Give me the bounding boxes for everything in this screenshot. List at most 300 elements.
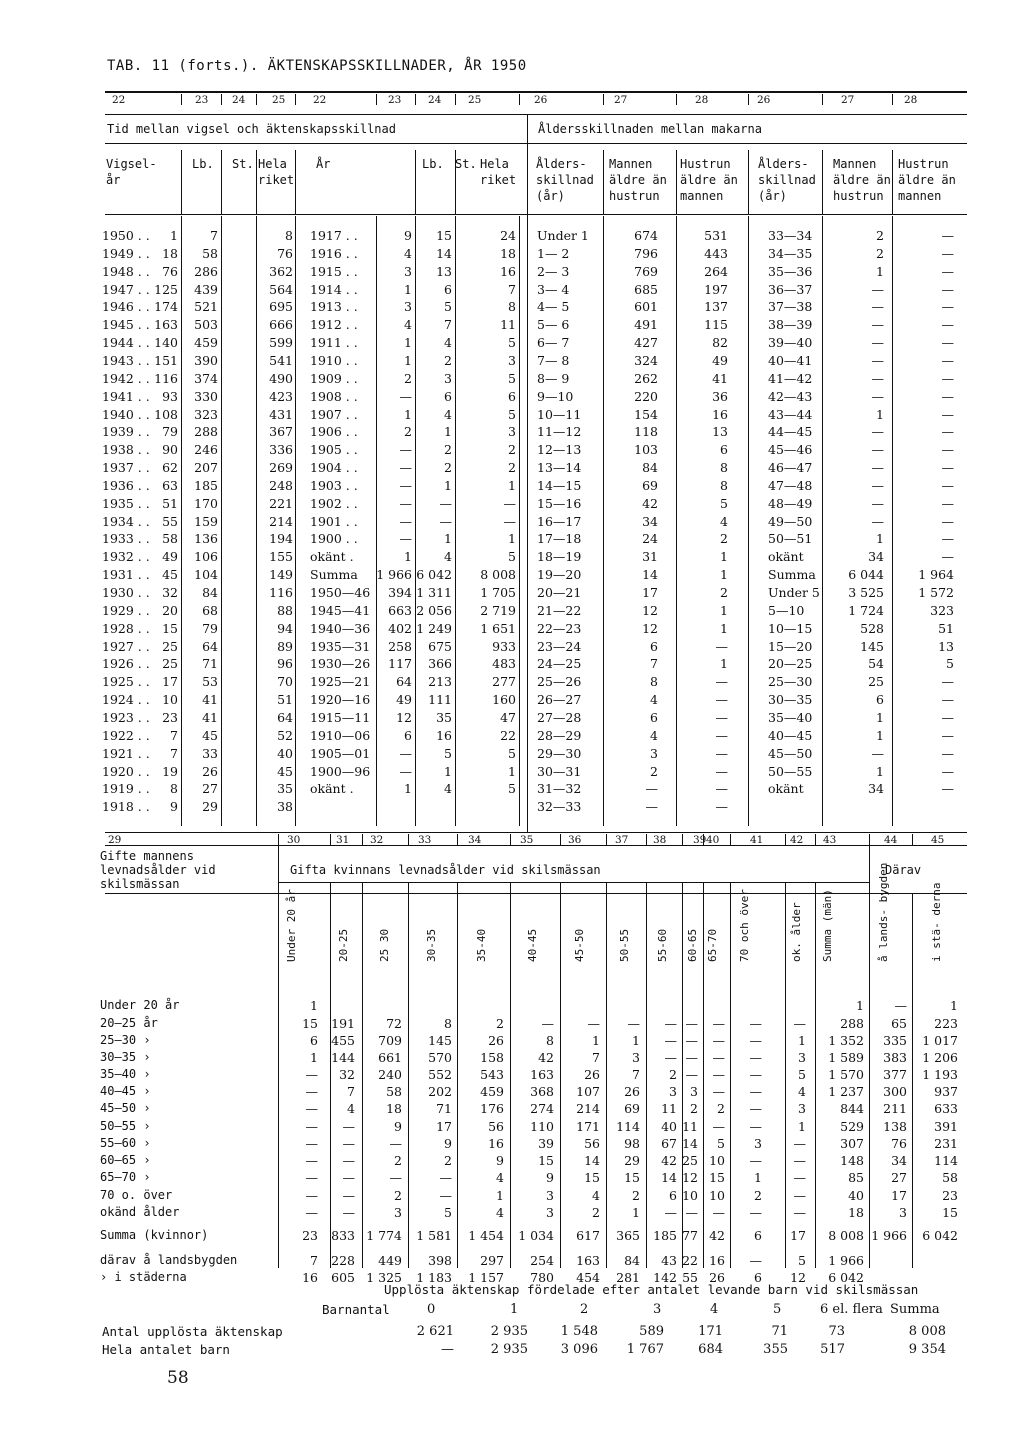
grid-line	[703, 882, 704, 893]
total-value: 5	[508, 335, 516, 351]
grid-line	[748, 94, 749, 105]
cell-value: 5	[717, 1136, 725, 1151]
st-value: 2	[444, 460, 452, 476]
age-diff-label: 15—20	[768, 638, 813, 654]
year-label: 1946 . .	[102, 299, 150, 315]
total-value: 483	[492, 656, 516, 672]
cell-value: —	[712, 1084, 725, 1099]
total-value: 160	[492, 692, 516, 708]
wife-older-value: —	[941, 477, 954, 493]
total-value: 490	[269, 370, 293, 386]
cell-value: 58	[942, 1170, 958, 1185]
cell-value: —	[749, 1101, 762, 1116]
cell-value: 2	[717, 1101, 725, 1116]
year-label: 1905 . .	[310, 442, 358, 458]
cell-value: 23	[942, 1188, 958, 1203]
grid-line	[785, 834, 786, 845]
age-diff-label: 20—25	[768, 656, 813, 672]
grid-line	[408, 834, 409, 845]
grid-line	[560, 834, 561, 845]
grid-line	[822, 150, 823, 214]
grid-line	[603, 94, 604, 105]
wife-older-value: —	[941, 763, 954, 779]
cell-value: 1 589	[828, 1050, 864, 1065]
cell-value: —	[389, 1170, 402, 1185]
st-value: 35	[436, 709, 452, 725]
children-col-header: 0	[427, 1302, 436, 1317]
cell-value: 1 183	[416, 1270, 452, 1285]
cell-value: —	[664, 1033, 677, 1048]
total-value: 45	[277, 763, 293, 779]
cell-value: —	[305, 1188, 318, 1203]
year-label: 1906 . .	[310, 424, 358, 440]
st-value: 68	[202, 602, 218, 618]
husband-older-value: 3 525	[848, 585, 884, 600]
cell-value: —	[712, 1033, 725, 1048]
cell-value: 69	[624, 1101, 640, 1116]
husband-older-value: 69	[642, 477, 658, 493]
column-number: 29	[108, 834, 122, 846]
cell-value: 56	[488, 1119, 504, 1134]
year-label: 1901 . .	[310, 513, 358, 529]
husband-older-value: 796	[634, 245, 658, 261]
cell-value: 26	[624, 1084, 640, 1099]
total-value: 5	[508, 781, 516, 797]
st-value: 4	[444, 781, 452, 797]
row-label: Summa (kvinnor)	[100, 1228, 209, 1242]
age-diff-label: 13—14	[537, 460, 582, 476]
total-value: 933	[492, 638, 516, 654]
wife-older-value: 6	[720, 442, 728, 458]
cell-value: —	[439, 1170, 452, 1185]
husband-older-value: —	[871, 317, 884, 333]
st-value: 1	[444, 424, 452, 440]
row-label: 25—30 ›	[100, 1033, 151, 1047]
husband-older-value: —	[645, 781, 658, 797]
husband-older-value: 4	[650, 727, 658, 743]
cell-value: 1 774	[366, 1228, 402, 1243]
column-header-vigselar: Vigsel- år	[106, 157, 157, 187]
wife-older-value: —	[941, 263, 954, 279]
cell-value: —	[749, 1205, 762, 1220]
lb-value: 93	[162, 388, 178, 404]
total-value: 2	[508, 442, 516, 458]
st-value: 503	[194, 317, 218, 333]
year-label: 1941 . .	[102, 388, 150, 404]
year-label: 1907 . .	[310, 406, 358, 422]
age-diff-label: 50—51	[768, 531, 813, 547]
column-header-st2: St.	[455, 157, 477, 171]
husband-older-value: 42	[642, 495, 658, 511]
cell-value: 98	[624, 1136, 640, 1151]
cell-value: 398	[428, 1253, 452, 1268]
total-value: 35	[277, 781, 293, 797]
cell-value: 18	[848, 1205, 864, 1220]
cell-value: 191	[331, 1016, 355, 1031]
husband-older-value: —	[871, 299, 884, 315]
total-value: 70	[277, 674, 293, 690]
lb-value: 32	[162, 585, 178, 600]
cell-value: 12	[682, 1170, 698, 1185]
cell-value: —	[627, 1016, 640, 1031]
age-diff-label: 33—34	[768, 228, 813, 243]
husband-older-value: 34	[868, 549, 884, 565]
total-value: 76	[277, 245, 293, 261]
husband-older-value: 1	[876, 727, 884, 743]
lb-value: 1 966	[376, 567, 412, 583]
column-header: 30-35	[425, 928, 438, 962]
cell-value: 377	[883, 1067, 907, 1082]
column-header-alders1: Ålders- skillnad (år)	[536, 157, 594, 203]
cell-value: 40	[661, 1119, 677, 1134]
column-header-alders2: Ålders- skillnad (år)	[758, 157, 816, 203]
cell-value: 16	[302, 1270, 318, 1285]
husband-older-value: 8	[650, 674, 658, 690]
year-label: 1900 . .	[310, 531, 358, 547]
grid-line	[892, 94, 893, 105]
children-col-header: 6 el. flera	[820, 1302, 883, 1317]
cell-value: —	[894, 998, 907, 1013]
column-header: 45-50	[573, 928, 586, 962]
husband-older-value: —	[871, 495, 884, 511]
husband-older-value: —	[871, 370, 884, 386]
husband-older-value: 2	[876, 228, 884, 243]
cell-value: 18	[386, 1101, 402, 1116]
st-value: 390	[194, 352, 218, 368]
wife-older-value: 5	[720, 495, 728, 511]
year-label: 1930 . .	[102, 585, 150, 600]
cell-value: 211	[883, 1101, 907, 1116]
age-diff-label: 2— 3	[537, 263, 570, 279]
year-label: 1910 . .	[310, 352, 358, 368]
cell-value: —	[305, 1136, 318, 1151]
children-heading: Upplösta äktenskap fördelade efter antalet levande barn vid skilsmässan	[384, 1282, 919, 1297]
cell-value: 7	[347, 1084, 355, 1099]
cell-value: 6	[669, 1188, 677, 1203]
age-diff-label: 14—15	[537, 477, 582, 493]
cell-value: 3	[798, 1101, 806, 1116]
cell-value: 1 206	[922, 1050, 958, 1065]
age-diff-label: 35—40	[768, 709, 813, 725]
wife-older-value: 2	[720, 585, 728, 600]
wife-older-value: 443	[704, 245, 728, 261]
age-diff-label: 17—18	[537, 531, 582, 547]
age-diff-label: 5—10	[768, 602, 805, 618]
year-label: 1937 . .	[102, 460, 150, 476]
wife-older-value: —	[941, 317, 954, 333]
children-cell: 2 621	[416, 1324, 454, 1339]
children-col-header: 5	[773, 1302, 782, 1317]
column-header-hela2: Hela riket	[480, 157, 517, 187]
column-header: ok. ålder	[790, 902, 803, 962]
column-number: 22	[112, 94, 126, 106]
wife-older-value: 41	[712, 370, 728, 386]
age-diff-label: 44—45	[768, 424, 813, 440]
cell-value: —	[793, 1016, 806, 1031]
row-label: 55—60 ›	[100, 1136, 151, 1150]
lb-value: 258	[388, 638, 412, 654]
cell-value: 552	[428, 1067, 452, 1082]
year-label: 1920—16	[310, 692, 371, 708]
grid-line	[376, 94, 377, 105]
column-number: 42	[790, 834, 804, 846]
cell-value: 1	[310, 998, 318, 1013]
year-label: 1926 . .	[102, 656, 150, 672]
cell-value: 3	[899, 1205, 907, 1220]
total-value: —	[503, 495, 516, 511]
lb-value: —	[399, 442, 412, 458]
cell-value: —	[342, 1119, 355, 1134]
wife-older-value: —	[715, 781, 728, 797]
cell-value: —	[305, 1205, 318, 1220]
total-value: —	[503, 513, 516, 529]
total-value: 52	[277, 727, 293, 743]
grid-line	[912, 893, 913, 1268]
column-number: 44	[884, 834, 898, 846]
st-value: 1 311	[416, 585, 452, 600]
cell-value: 15	[942, 1205, 958, 1220]
age-diff-label: 8— 9	[537, 370, 570, 386]
cell-value: 25	[682, 1153, 698, 1168]
wife-older-value: —	[715, 745, 728, 761]
cell-value: 71	[436, 1101, 452, 1116]
cell-value: 3	[690, 1084, 698, 1099]
grid-line	[730, 882, 731, 893]
grid-line	[295, 94, 296, 105]
cell-value: 937	[934, 1084, 958, 1099]
husband-older-value: 1 724	[848, 602, 884, 618]
wife-older-value: 1	[720, 567, 728, 583]
cell-value: 228	[331, 1253, 355, 1268]
year-label: 1945 . .	[102, 317, 150, 333]
cell-value: 1	[496, 1188, 504, 1203]
wife-older-value: 264	[704, 263, 728, 279]
year-label: 1915 . .	[310, 263, 358, 279]
cell-value: 709	[378, 1033, 402, 1048]
column-header: å lands- bygden	[877, 862, 890, 962]
grid-line	[822, 94, 823, 105]
cell-value: 529	[840, 1119, 864, 1134]
cell-value: 307	[840, 1136, 864, 1151]
grid-line	[527, 143, 528, 833]
age-diff-label: 40—41	[768, 352, 813, 368]
cell-value: 2	[669, 1067, 677, 1082]
cell-value: 1 966	[871, 1228, 907, 1243]
st-value: 159	[194, 513, 218, 529]
wife-older-value: —	[941, 531, 954, 547]
age-diff-label: 27—28	[537, 709, 582, 725]
cell-value: —	[793, 1153, 806, 1168]
total-value: 8 008	[480, 567, 516, 583]
cell-value: —	[587, 1016, 600, 1031]
husband-older-value: 2	[876, 245, 884, 261]
age-diff-label: Summa	[768, 567, 816, 583]
total-value: 5	[508, 370, 516, 386]
wife-older-value: 49	[712, 352, 728, 368]
cell-value: 2	[690, 1101, 698, 1116]
st-value: 4	[444, 335, 452, 351]
children-cell: —	[441, 1342, 454, 1357]
husband-older-value: 34	[868, 781, 884, 797]
column-header: Summa (män)	[821, 889, 834, 962]
age-diff-label: 48—49	[768, 495, 813, 511]
cell-value: 3	[754, 1136, 762, 1151]
age-diff-label: 24—25	[537, 656, 582, 672]
husband-older-value: —	[871, 745, 884, 761]
cell-value: —	[749, 1253, 762, 1268]
lb-value: 6	[404, 727, 412, 743]
st-value: 41	[202, 709, 218, 725]
cell-value: 114	[934, 1153, 958, 1168]
right-section-header: Åldersskillnaden mellan makarna	[538, 122, 762, 136]
cell-value: —	[712, 1016, 725, 1031]
cell-value: 9	[496, 1153, 504, 1168]
lb-value: 49	[396, 692, 412, 708]
st-value: 675	[428, 638, 452, 654]
cell-value: 67	[661, 1136, 677, 1151]
st-value: 41	[202, 692, 218, 708]
st-value: 286	[194, 263, 218, 279]
cell-value: 4	[496, 1170, 504, 1185]
cell-value: 3	[669, 1084, 677, 1099]
column-number: 26	[534, 94, 548, 106]
column-header: 60-65	[686, 928, 699, 962]
grid-line	[676, 150, 677, 214]
husband-older-value: 528	[860, 620, 884, 636]
grid-line	[510, 893, 511, 1268]
children-row-label: Antal upplösta äktenskap	[102, 1324, 283, 1339]
age-diff-label: 45—46	[768, 442, 813, 458]
wife-older-value: —	[941, 228, 954, 243]
total-value: 38	[277, 799, 293, 815]
cell-value: 844	[840, 1101, 864, 1116]
husband-older-value: —	[645, 799, 658, 815]
husband-older-value: 84	[642, 460, 658, 476]
column-number: 28	[904, 94, 918, 106]
cell-value: 1 237	[828, 1084, 864, 1099]
grid-line	[415, 94, 416, 105]
cell-value: 110	[530, 1119, 554, 1134]
cell-value: —	[793, 1188, 806, 1203]
year-label: 1935—31	[310, 638, 371, 654]
total-value: 155	[269, 549, 293, 565]
husband-older-value: 674	[634, 228, 658, 243]
cell-value: —	[685, 1016, 698, 1031]
lb-value: 19	[162, 763, 178, 779]
total-value: 362	[269, 263, 293, 279]
cell-value: 16	[709, 1253, 725, 1268]
husband-older-value: 1	[876, 531, 884, 547]
column-number: 34	[468, 834, 482, 846]
age-diff-label: 35—36	[768, 263, 813, 279]
st-value: 45	[202, 727, 218, 743]
husband-older-value: 4	[650, 692, 658, 708]
wife-older-value: —	[715, 674, 728, 690]
cell-value: 185	[653, 1228, 677, 1243]
lb-value: 108	[154, 406, 178, 422]
cell-value: —	[685, 1067, 698, 1082]
cell-value: 142	[653, 1270, 677, 1285]
st-value: —	[439, 495, 452, 511]
lb-value: 4	[404, 317, 412, 333]
cell-value: 42	[661, 1153, 677, 1168]
cell-value: —	[712, 1050, 725, 1065]
cell-value: 1	[632, 1033, 640, 1048]
cell-value: —	[749, 1153, 762, 1168]
column-header-lb: Lb.	[192, 157, 214, 171]
cell-value: 1	[856, 998, 864, 1013]
cell-value: 176	[480, 1101, 504, 1116]
grid-line	[330, 834, 331, 845]
wife-older-value: 36	[712, 388, 728, 404]
age-diff-label: 19—20	[537, 567, 582, 583]
total-value: 277	[492, 674, 516, 690]
year-label: 1900—96	[310, 763, 371, 779]
year-label: 1905—01	[310, 745, 371, 761]
st-value: 71	[202, 656, 218, 672]
wife-older-value: 13	[938, 638, 954, 654]
lb-value: 79	[162, 424, 178, 440]
row-label: › i städerna	[100, 1270, 187, 1284]
column-header-mannen2: Mannen äldre än hustrun	[833, 157, 891, 203]
st-value: 58	[202, 245, 218, 261]
husband-older-value: 6	[650, 709, 658, 725]
cell-value: 6	[754, 1270, 762, 1285]
grid-line	[278, 834, 279, 845]
cell-value: 34	[891, 1153, 907, 1168]
year-label: 1934 . .	[102, 513, 150, 529]
grid-line	[682, 882, 683, 893]
children-cell: 2 935	[490, 1342, 528, 1357]
row-label: 35—40 ›	[100, 1067, 151, 1081]
grid-line	[510, 882, 511, 893]
cell-value: —	[305, 1101, 318, 1116]
total-value: 116	[269, 585, 293, 600]
st-value: 27	[202, 781, 218, 797]
cell-value: 223	[934, 1016, 958, 1031]
wife-older-value: 1	[720, 602, 728, 618]
husband-age-header	[100, 849, 270, 891]
wife-older-value: 323	[930, 602, 954, 618]
cell-value: —	[712, 1067, 725, 1082]
total-value: 214	[269, 513, 293, 529]
st-value: 439	[194, 281, 218, 297]
year-label: 1915—11	[310, 709, 371, 725]
children-col-header: 1	[510, 1302, 519, 1317]
st-value: 1 249	[416, 620, 452, 636]
lb-value: 63	[162, 477, 178, 493]
cell-value: —	[342, 1136, 355, 1151]
cell-value: —	[712, 1205, 725, 1220]
cell-value: 43	[661, 1253, 677, 1268]
column-number: 32	[370, 834, 384, 846]
cell-value: 85	[848, 1170, 864, 1185]
wife-older-value: 1 964	[918, 567, 954, 583]
lb-value: 151	[154, 352, 178, 368]
age-diff-label: 45—50	[768, 745, 813, 761]
cell-value: 543	[480, 1067, 504, 1082]
cell-value: 17	[790, 1228, 806, 1243]
st-value: 246	[194, 442, 218, 458]
cell-value: —	[541, 1016, 554, 1031]
cell-value: 605	[331, 1270, 355, 1285]
total-value: 1 651	[480, 620, 516, 636]
age-diff-label: 50—55	[768, 763, 813, 779]
age-diff-label: 34—35	[768, 245, 813, 261]
cell-value: 26	[584, 1067, 600, 1082]
wife-older-value: —	[941, 388, 954, 404]
row-label: 65—70 ›	[100, 1170, 151, 1184]
